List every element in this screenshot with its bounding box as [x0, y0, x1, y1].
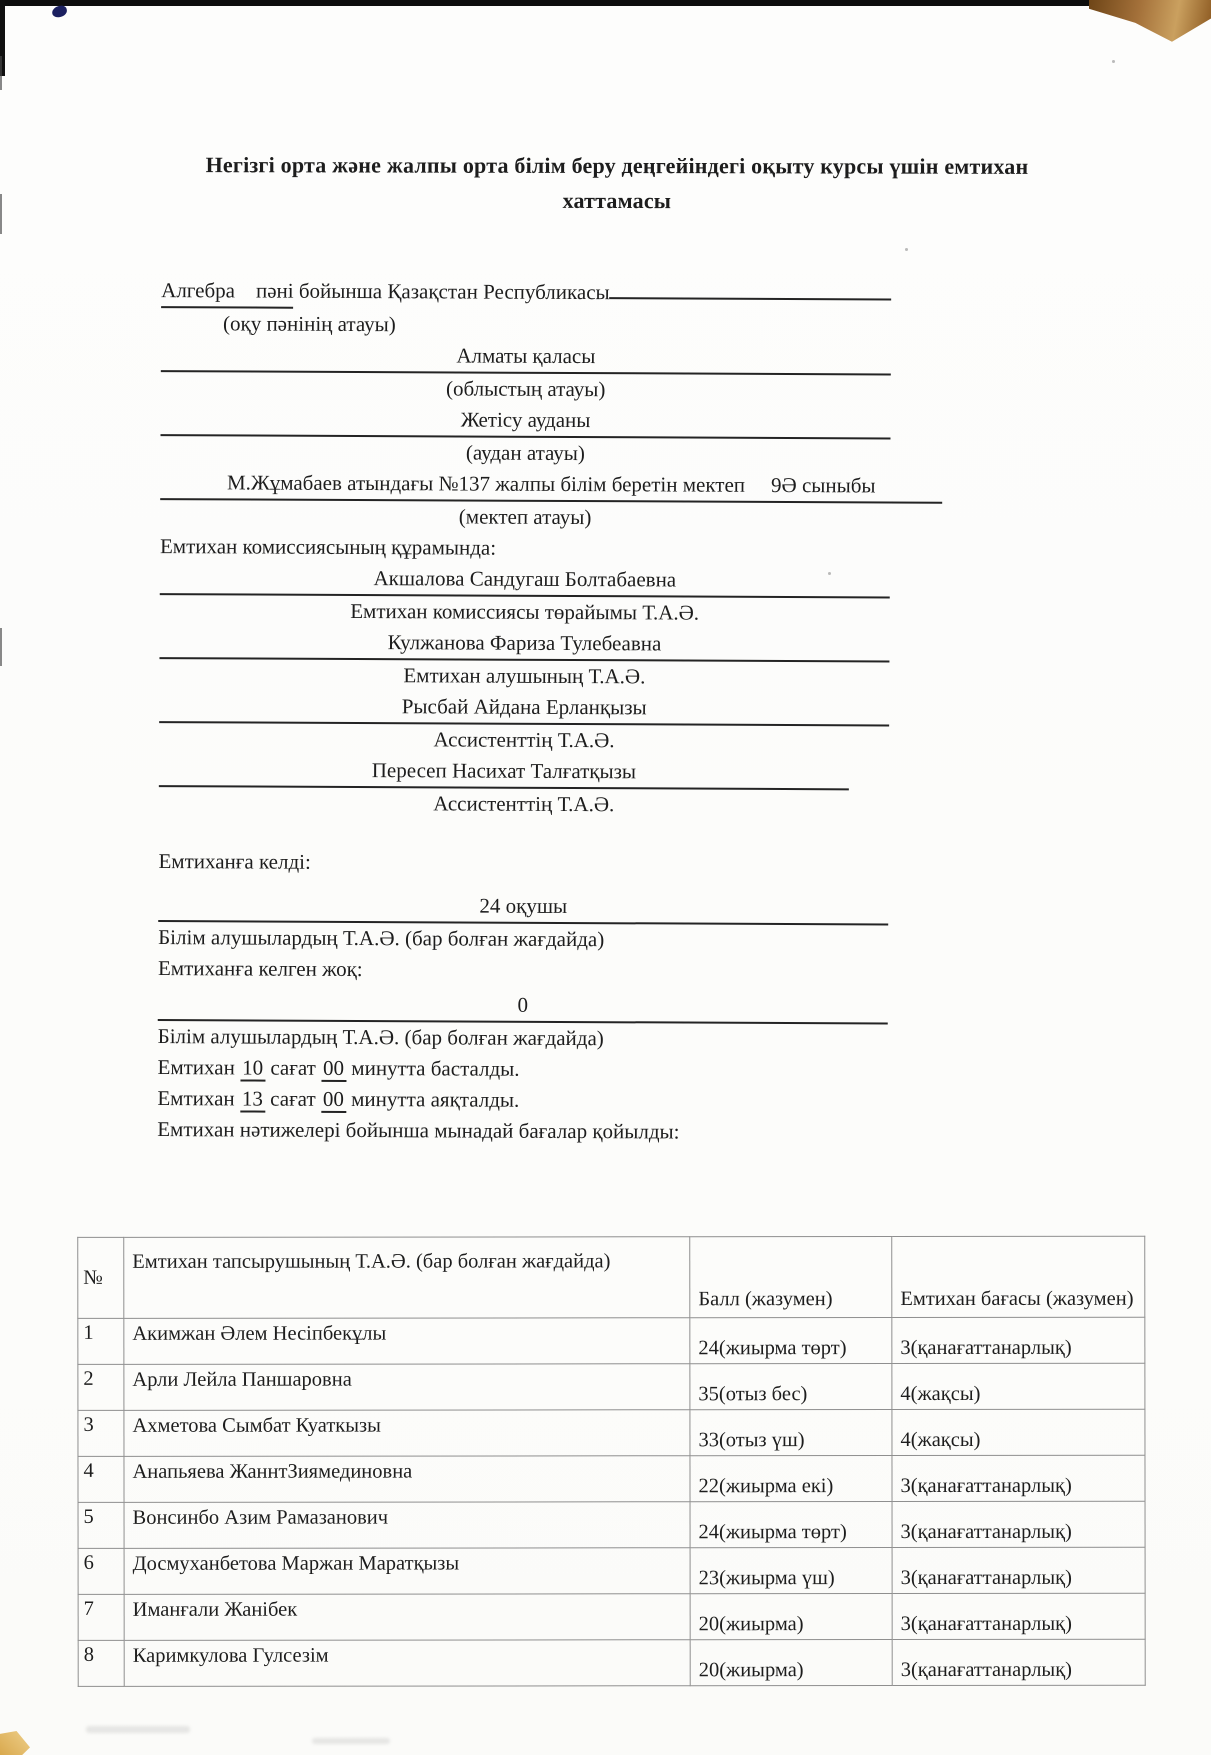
- table-row: [78, 1409, 1145, 1456]
- table-row: [78, 1455, 1145, 1502]
- commission-heading: Емтихан комиссиясының құрамында:: [160, 531, 890, 565]
- grade-cell: 3(қанағаттанарлық): [892, 1593, 1145, 1639]
- col-header-score: Балл (жазумен): [690, 1237, 892, 1318]
- start-hour: 10: [240, 1055, 265, 1081]
- results-heading: Емтихан нәтижелері бойынша мынадай бағалар қойылды:: [157, 1114, 887, 1148]
- hour-label: сағат: [270, 1087, 316, 1111]
- end-suffix: минутта аяқталды.: [351, 1087, 519, 1112]
- region-caption: (облыстың атауы): [161, 372, 891, 406]
- row-number: 5: [78, 1502, 124, 1548]
- row-number: 7: [78, 1594, 124, 1640]
- row-number: 1: [78, 1318, 124, 1364]
- subject-caption: (оқу пәнінің атауы): [223, 308, 891, 342]
- col-header-grade: Емтихан бағасы (жазумен): [892, 1236, 1145, 1317]
- absent-value-line: 0: [158, 988, 888, 1024]
- score-cell: 20(жиырма): [690, 1640, 892, 1686]
- start-prefix: Емтихан: [157, 1055, 234, 1079]
- end-hour: 13: [240, 1086, 265, 1112]
- assistant1-caption: Ассистенттің Т.А.Ә.: [159, 723, 889, 757]
- results-table-header: [78, 1236, 1145, 1318]
- attended-caption: Білім алушылардың Т.А.Ә. (бар болған жағдайда): [158, 922, 888, 956]
- examiner-name-line: Кулжанова Фариза Тулебеавна: [159, 626, 889, 662]
- form-body: [157, 275, 891, 1148]
- header-row: [78, 1236, 1145, 1318]
- attended-heading: Емтиханға келді:: [158, 846, 888, 880]
- region-line: Алматы қаласы: [161, 339, 891, 375]
- grade-cell: 3(қанағаттанарлық): [892, 1639, 1145, 1685]
- title-line-2: хаттамасы: [563, 188, 672, 213]
- student-name-cell: Анапьяева ЖаннтЗиямединовна: [124, 1456, 690, 1503]
- student-name-cell: Акимжан Әлем Несіпбекұлы: [124, 1318, 690, 1365]
- score-cell: 22(жиырма екі): [690, 1456, 892, 1502]
- chair-caption: Емтихан комиссиясы төрайымы Т.А.Ә.: [160, 595, 890, 629]
- student-name-cell: Досмуханбетова Маржан Маратқызы: [124, 1548, 690, 1595]
- table-row: [78, 1547, 1145, 1594]
- grade-cell: 4(жақсы): [892, 1409, 1145, 1455]
- school-caption: (мектеп атауы): [160, 500, 890, 534]
- grade-cell: 3(қанағаттанарлық): [892, 1455, 1145, 1501]
- assistant1-name-line: Рысбай Айдана Ерланқызы: [159, 690, 889, 726]
- assistant2-caption: Ассистенттің Т.А.Ә.: [159, 787, 889, 821]
- grade-cell: 3(қанағаттанарлық): [892, 1317, 1145, 1363]
- absent-caption: Білім алушылардың Т.А.Ә. (бар болған жағдайда): [158, 1021, 888, 1055]
- student-name-cell: Вонсинбо Азим Рамазанович: [124, 1502, 690, 1549]
- school-name: М.Жұмабаев атындағы №137 жалпы білім беретін мектеп: [227, 470, 745, 496]
- row-number: 8: [78, 1640, 124, 1686]
- student-name-cell: Ахметова Сымбат Куаткызы: [124, 1410, 690, 1457]
- score-cell: 23(жиырма үш): [690, 1548, 892, 1594]
- row-number: 2: [78, 1364, 124, 1410]
- attended-value-line: 24 оқушы: [158, 889, 888, 925]
- grade-cell: 4(жақсы): [892, 1363, 1145, 1409]
- score-cell: 24(жиырма төрт): [690, 1318, 892, 1364]
- assistant2-name-line: Пересеп Насихат Талғатқызы: [159, 754, 849, 790]
- col-header-student-name: Емтихан тапсырушының Т.А.Ә. (бар болған жағдайда): [124, 1237, 690, 1319]
- results-table-body: [78, 1317, 1145, 1686]
- start-time-line: [157, 1052, 887, 1086]
- district-caption: (аудан атауы): [160, 436, 890, 470]
- score-cell: 20(жиырма): [690, 1594, 892, 1640]
- score-cell: 24(жиырма төрт): [690, 1502, 892, 1548]
- document-title: [141, 147, 1092, 219]
- end-minute: 00: [321, 1087, 346, 1113]
- subject-line: [161, 275, 891, 311]
- row-number: 6: [78, 1548, 124, 1594]
- score-cell: 33(отыз үш): [690, 1410, 892, 1456]
- grade-cell: 3(қанағаттанарлық): [892, 1547, 1145, 1593]
- start-minute: 00: [321, 1056, 346, 1082]
- start-suffix: минутта басталды.: [351, 1056, 519, 1081]
- table-row: [78, 1363, 1145, 1410]
- subject-filled-value: Алгебра пәні: [161, 275, 294, 309]
- absent-heading: Емтиханға келген жоқ:: [158, 953, 888, 987]
- class-name: 9Ә сыныбы: [771, 473, 876, 497]
- student-name-cell: Иманғали Жанібек: [124, 1594, 690, 1641]
- row-number: 3: [78, 1410, 124, 1456]
- student-name-cell: Каримкулова Гулсезім: [124, 1640, 690, 1687]
- student-name-cell: Арли Лейла Паншаровна: [124, 1364, 690, 1411]
- grade-cell: 3(қанағаттанарлық): [892, 1501, 1145, 1547]
- col-header-number: №: [78, 1237, 124, 1318]
- examiner-caption: Емтихан алушының Т.А.Ә.: [159, 659, 889, 693]
- chair-name-line: Акшалова Сандугаш Болтабаевна: [160, 562, 890, 598]
- table-row: [78, 1317, 1145, 1364]
- school-line: [160, 467, 942, 504]
- score-cell: 35(отыз бес): [690, 1364, 892, 1410]
- table-row: [78, 1639, 1145, 1686]
- title-line-1: Негізгі орта және жалпы орта білім беру деңгейіндегі оқыту курсы үшін емтихан: [206, 152, 1029, 179]
- table-row: [78, 1593, 1145, 1640]
- district-line: Жетісу ауданы: [161, 403, 891, 439]
- blank-underline: [610, 297, 892, 300]
- hour-label: сағат: [270, 1056, 316, 1080]
- row-number: 4: [78, 1456, 124, 1502]
- end-prefix: Емтихан: [157, 1086, 234, 1110]
- end-time-line: [157, 1083, 887, 1117]
- subject-label: бойынша Қазақстан Республикасы: [294, 276, 610, 308]
- table-row: [78, 1501, 1145, 1548]
- results-table: [77, 1236, 1145, 1687]
